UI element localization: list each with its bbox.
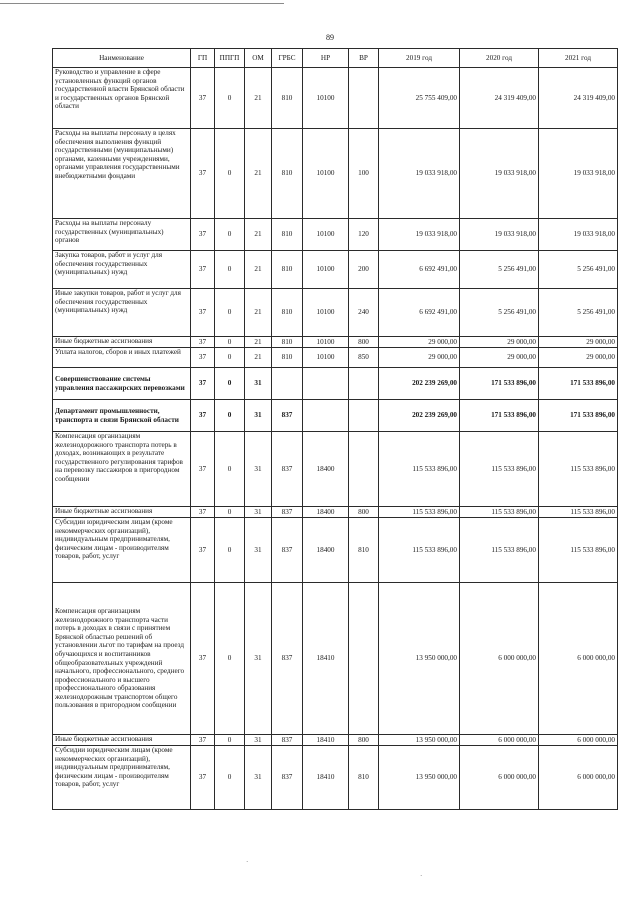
row-name: Руководство и управление в сфере установленных функций органов государственной власти Брянской области и государственных органов Брянской области [53, 68, 191, 129]
row-2021: 171 533 896,00 [539, 400, 618, 432]
row-vr: 120 [349, 219, 379, 251]
header-2019: 2019 год [379, 49, 460, 68]
row-2021: 5 256 491,00 [539, 251, 618, 289]
row-nr: 10100 [303, 219, 349, 251]
row-ppgp: 0 [215, 368, 245, 400]
header-om: ОМ [245, 49, 272, 68]
row-2020: 6 000 000,00 [460, 746, 539, 810]
row-vr [349, 400, 379, 432]
row-grbs: 810 [272, 219, 303, 251]
row-name: Расходы на выплаты персоналу в целях обеспечения выполнения функций государственными (муниципальными) органами, казенными учреждениями, органами управления государственными внебюджетными фондами [53, 129, 191, 219]
header-ppgp: ППГП [215, 49, 245, 68]
row-om: 31 [245, 518, 272, 583]
table-header-row [53, 49, 618, 68]
header-gp: ГП [191, 49, 215, 68]
row-vr [349, 432, 379, 507]
row-grbs: 810 [272, 337, 303, 348]
row-om: 31 [245, 735, 272, 746]
row-2021: 115 533 896,00 [539, 518, 618, 583]
row-name: Департамент промышленности, транспорта и связи Брянской области [53, 400, 191, 432]
row-vr [349, 368, 379, 400]
row-2019: 202 239 269,00 [379, 400, 460, 432]
row-vr: 850 [349, 348, 379, 368]
row-gp: 37 [191, 518, 215, 583]
row-vr: 240 [349, 289, 379, 337]
row-2021: 29 000,00 [539, 337, 618, 348]
row-nr: 10100 [303, 129, 349, 219]
table-row [53, 68, 618, 129]
table-row [53, 735, 618, 746]
table-row [53, 289, 618, 337]
row-2020: 171 533 896,00 [460, 400, 539, 432]
row-vr [349, 68, 379, 129]
row-grbs: 837 [272, 518, 303, 583]
row-ppgp: 0 [215, 219, 245, 251]
row-om: 21 [245, 251, 272, 289]
row-2019: 13 950 000,00 [379, 583, 460, 735]
row-2020: 171 533 896,00 [460, 368, 539, 400]
row-2020: 6 000 000,00 [460, 735, 539, 746]
row-grbs: 810 [272, 348, 303, 368]
row-grbs: 837 [272, 400, 303, 432]
row-2021: 6 000 000,00 [539, 735, 618, 746]
row-ppgp: 0 [215, 746, 245, 810]
row-2019: 29 000,00 [379, 348, 460, 368]
row-nr: 18400 [303, 518, 349, 583]
row-gp: 37 [191, 337, 215, 348]
row-nr: 10100 [303, 251, 349, 289]
row-2019: 13 950 000,00 [379, 746, 460, 810]
table-row [53, 348, 618, 368]
row-nr: 18410 [303, 735, 349, 746]
row-nr: 18400 [303, 432, 349, 507]
header-grbs: ГРБС [272, 49, 303, 68]
row-2021: 24 319 409,00 [539, 68, 618, 129]
row-grbs: 837 [272, 735, 303, 746]
row-2019: 25 755 409,00 [379, 68, 460, 129]
row-grbs: 810 [272, 251, 303, 289]
row-vr: 100 [349, 129, 379, 219]
row-nr: 10100 [303, 337, 349, 348]
table-row [53, 251, 618, 289]
row-2021: 5 256 491,00 [539, 289, 618, 337]
row-2020: 19 033 918,00 [460, 129, 539, 219]
table-row [53, 337, 618, 348]
row-nr: 18410 [303, 746, 349, 810]
table-row [53, 432, 618, 507]
row-2020: 115 533 896,00 [460, 507, 539, 518]
row-name: Расходы на выплаты персоналу государственных (муниципальных) органов [53, 219, 191, 251]
table-row [53, 518, 618, 583]
row-vr: 810 [349, 746, 379, 810]
row-om: 21 [245, 337, 272, 348]
row-vr: 800 [349, 735, 379, 746]
row-2020: 6 000 000,00 [460, 583, 539, 735]
row-ppgp: 0 [215, 518, 245, 583]
row-2020: 115 533 896,00 [460, 432, 539, 507]
row-2021: 29 000,00 [539, 348, 618, 368]
row-gp: 37 [191, 746, 215, 810]
table-row [53, 219, 618, 251]
row-om: 31 [245, 368, 272, 400]
row-grbs: 810 [272, 129, 303, 219]
row-nr [303, 368, 349, 400]
row-name: Совершенствование системы управления пассажирских перевозками [53, 368, 191, 400]
row-2019: 19 033 918,00 [379, 129, 460, 219]
table-row [53, 400, 618, 432]
header-nr: НР [303, 49, 349, 68]
header-name: Наименование [53, 49, 191, 68]
row-nr: 10100 [303, 68, 349, 129]
row-gp: 37 [191, 735, 215, 746]
row-2019: 202 239 269,00 [379, 368, 460, 400]
row-om: 31 [245, 507, 272, 518]
row-2019: 29 000,00 [379, 337, 460, 348]
header-vr: ВР [349, 49, 379, 68]
row-grbs [272, 368, 303, 400]
row-om: 31 [245, 583, 272, 735]
row-gp: 37 [191, 251, 215, 289]
scan-speck: · [246, 858, 249, 866]
row-2019: 6 692 491,00 [379, 289, 460, 337]
row-ppgp: 0 [215, 289, 245, 337]
row-gp: 37 [191, 129, 215, 219]
scan-speck: · [420, 872, 423, 880]
row-name: Уплата налогов, сборов и иных платежей [53, 348, 191, 368]
table-row [53, 368, 618, 400]
row-nr [303, 400, 349, 432]
table-row [53, 746, 618, 810]
row-om: 31 [245, 400, 272, 432]
row-om: 31 [245, 746, 272, 810]
row-2019: 115 533 896,00 [379, 507, 460, 518]
row-vr: 200 [349, 251, 379, 289]
row-name: Субсидии юридическим лицам (кроме некоммерческих организаций), индивидуальным предпринимателям, физическим лицам - производителям товаров, работ, услуг [53, 518, 191, 583]
row-2020: 24 319 409,00 [460, 68, 539, 129]
row-2020: 5 256 491,00 [460, 289, 539, 337]
row-grbs: 810 [272, 68, 303, 129]
budget-table [52, 48, 618, 810]
table-row [53, 583, 618, 735]
row-ppgp: 0 [215, 735, 245, 746]
row-2021: 19 033 918,00 [539, 129, 618, 219]
row-ppgp: 0 [215, 583, 245, 735]
row-nr: 10100 [303, 348, 349, 368]
row-2019: 115 533 896,00 [379, 518, 460, 583]
row-gp: 37 [191, 219, 215, 251]
row-2020: 19 033 918,00 [460, 219, 539, 251]
row-grbs: 837 [272, 507, 303, 518]
row-gp: 37 [191, 432, 215, 507]
row-name: Иные закупки товаров, работ и услуг для обеспечения государственных (муниципальных) нужд [53, 289, 191, 337]
row-ppgp: 0 [215, 432, 245, 507]
row-2021: 6 000 000,00 [539, 746, 618, 810]
row-name: Иные бюджетные ассигнования [53, 507, 191, 518]
row-ppgp: 0 [215, 129, 245, 219]
row-gp: 37 [191, 583, 215, 735]
row-2021: 171 533 896,00 [539, 368, 618, 400]
row-gp: 37 [191, 68, 215, 129]
row-2020: 5 256 491,00 [460, 251, 539, 289]
row-2021: 115 533 896,00 [539, 507, 618, 518]
row-name: Иные бюджетные ассигнования [53, 735, 191, 746]
top-rule [0, 3, 284, 4]
row-2019: 19 033 918,00 [379, 219, 460, 251]
row-om: 21 [245, 289, 272, 337]
row-om: 21 [245, 348, 272, 368]
row-vr: 810 [349, 518, 379, 583]
row-name: Компенсация организациям железнодорожного транспорта части потерь в доходах в связи с принятием Брянской областью решений об установлении льгот по тарифам на проезд обучающихся и воспитанников общеобразовательных учреждений начального, профессионального, среднего профессионального и высшего профессионального образования железнодорожным транспортом общего пользования в пригородном сообщении [53, 583, 191, 735]
row-ppgp: 0 [215, 251, 245, 289]
row-2019: 13 950 000,00 [379, 735, 460, 746]
row-om: 21 [245, 129, 272, 219]
row-ppgp: 0 [215, 68, 245, 129]
row-vr [349, 583, 379, 735]
row-name: Компенсация организациям железнодорожного транспорта потерь в доходах, возникающих в результате государственного регулирования тарифов на перевозку пассажиров в пригородном сообщении [53, 432, 191, 507]
row-om: 21 [245, 68, 272, 129]
table-row [53, 129, 618, 219]
row-nr: 18400 [303, 507, 349, 518]
page-number: 89 [326, 33, 334, 42]
row-vr: 800 [349, 507, 379, 518]
row-vr: 800 [349, 337, 379, 348]
row-2020: 29 000,00 [460, 348, 539, 368]
row-nr: 10100 [303, 289, 349, 337]
row-gp: 37 [191, 400, 215, 432]
row-gp: 37 [191, 289, 215, 337]
row-ppgp: 0 [215, 507, 245, 518]
row-name: Иные бюджетные ассигнования [53, 337, 191, 348]
row-ppgp: 0 [215, 400, 245, 432]
row-2019: 6 692 491,00 [379, 251, 460, 289]
row-om: 21 [245, 219, 272, 251]
row-name: Закупка товаров, работ и услуг для обеспечения государственных (муниципальных) нужд [53, 251, 191, 289]
row-grbs: 810 [272, 289, 303, 337]
row-grbs: 837 [272, 432, 303, 507]
row-nr: 18410 [303, 583, 349, 735]
row-ppgp: 0 [215, 337, 245, 348]
header-2021: 2021 год [539, 49, 618, 68]
row-2021: 6 000 000,00 [539, 583, 618, 735]
row-gp: 37 [191, 348, 215, 368]
row-om: 31 [245, 432, 272, 507]
row-ppgp: 0 [215, 348, 245, 368]
row-2020: 115 533 896,00 [460, 518, 539, 583]
row-2020: 29 000,00 [460, 337, 539, 348]
row-gp: 37 [191, 368, 215, 400]
row-2021: 115 533 896,00 [539, 432, 618, 507]
row-2021: 19 033 918,00 [539, 219, 618, 251]
row-name: Субсидии юридическим лицам (кроме некоммерческих организаций), индивидуальным предпринимателям, физическим лицам - производителям товаров, работ, услуг [53, 746, 191, 810]
row-2019: 115 533 896,00 [379, 432, 460, 507]
row-gp: 37 [191, 507, 215, 518]
row-grbs: 837 [272, 583, 303, 735]
header-2020: 2020 год [460, 49, 539, 68]
table-row [53, 507, 618, 518]
row-grbs: 837 [272, 746, 303, 810]
